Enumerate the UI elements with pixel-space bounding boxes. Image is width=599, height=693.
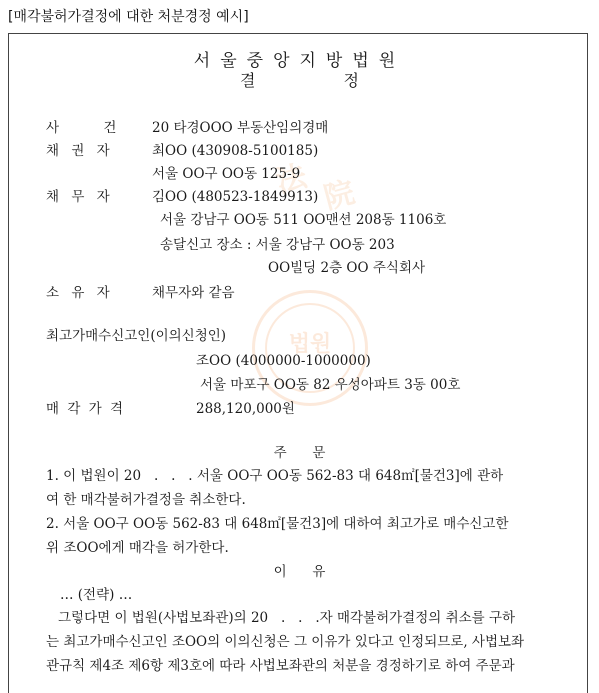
court-name: 서울중앙지방법원 (193, 51, 406, 71)
reason-heading: 이 유 (273, 564, 326, 580)
order-heading: 주 문 (273, 445, 326, 461)
bidder-name: 조OO (4000000-1000000) (196, 353, 371, 369)
seal-text: 법원 (288, 332, 332, 357)
debtor-service-address-1: 송달신고 장소 : 서울 강남구 OO동 203 (160, 237, 395, 253)
court-seal-watermark-top: 法 院 (272, 158, 359, 217)
doc-title-char-2: 정 (343, 71, 359, 90)
bidder-address: 서울 마포구 OO동 82 우성아파트 3동 00호 (200, 377, 461, 393)
document-heading: [매각불허가결정에 대한 처분경정 예시] (8, 9, 249, 25)
price-label: 매 각 가 격 (46, 401, 124, 417)
owner-value: 채무자와 같음 (152, 285, 235, 301)
debtor-service-address-2: OO빌딩 2층 OO 주식회사 (268, 260, 426, 276)
reason-omission: … (전략) … (60, 587, 133, 603)
reason-line-1: 그렇다면 이 법원(사법보좌관)의 20 . . .자 매각불허가결정의 취소를 구하 (58, 610, 516, 626)
creditor-name: 최OO (430908-5100185) (152, 143, 319, 159)
debtor-name: 김OO (480523-1849913) (152, 189, 319, 205)
creditor-address: 서울 OO구 OO동 125-9 (152, 166, 301, 182)
case-label: 사 건 (46, 120, 117, 136)
order-line-1: 1. 이 법원이 20 . . . 서울 OO구 OO동 562-83 대 648㎡[물건3]에 관하 (46, 468, 504, 484)
reason-line-2: 는 최고가매수신고인 조OO의 이의신청은 그 이유가 있다고 인정되므로, 사법보좌 (46, 634, 525, 650)
debtor-label: 채 무 자 (46, 189, 110, 205)
reason-line-3: 관규칙 제4조 제6항 제3호에 따라 사법보좌관의 처분을 경정하기로 하여 주문과 (46, 658, 515, 674)
doc-title-char-1: 결 (240, 71, 256, 90)
order-line-2: 여 한 매각불허가결정을 취소한다. (46, 492, 246, 508)
order-line-3: 2. 서울 OO구 OO동 562-83 대 648㎡[물건3]에 대하여 최고가로 매수신고한 (46, 516, 509, 532)
doc-title (0, 68, 599, 91)
case-value: 20 타경OOO 부동산임의경매 (152, 120, 329, 136)
debtor-address: 서울 강남구 OO동 511 OO맨션 208동 1106호 (160, 212, 447, 228)
owner-label: 소 유 자 (46, 285, 110, 301)
order-line-4: 위 조OO에게 매각을 허가한다. (46, 540, 229, 556)
price-value: 288,120,000원 (196, 401, 295, 417)
bidder-label: 최고가매수신고인(이의신청인) (46, 328, 227, 344)
creditor-label: 채 권 자 (46, 143, 110, 159)
